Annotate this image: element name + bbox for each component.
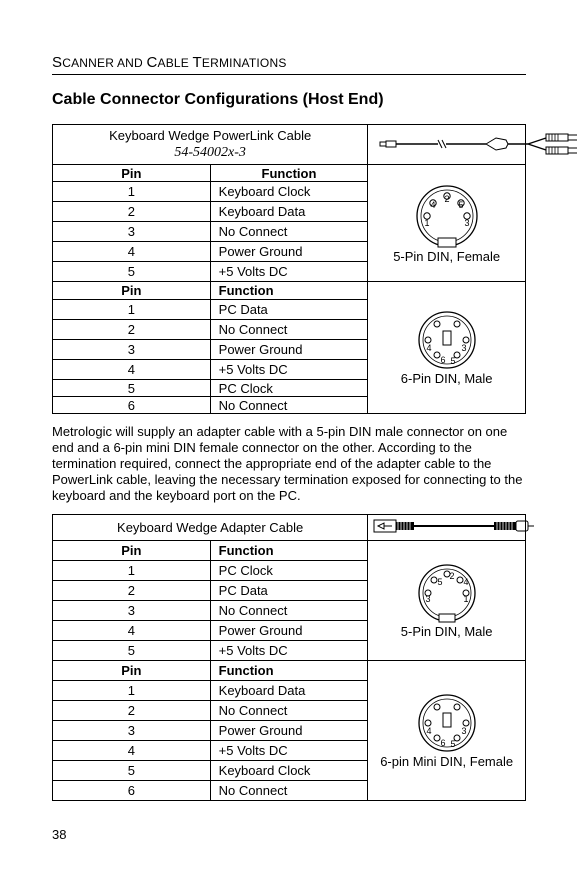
pin-label: 4 <box>426 343 432 353</box>
col-pin-header: Pin <box>53 165 211 182</box>
connector-cell <box>368 165 526 282</box>
pin-number: 4 <box>53 621 211 641</box>
pin-label: 3 <box>464 217 470 228</box>
connector-label: 6-pin Mini DIN, Female <box>380 754 514 769</box>
pin-number: 2 <box>53 701 211 721</box>
col-pin-header: Pin <box>53 661 211 681</box>
connector-cell <box>368 282 526 414</box>
pin-label: 5 <box>458 199 464 210</box>
pin-label: 6 <box>440 355 446 365</box>
pin-number: 5 <box>53 641 211 661</box>
col-pin-header: Pin <box>53 282 211 300</box>
cable-caption <box>53 125 368 165</box>
col-function-header: Function <box>210 661 368 681</box>
col-function-header: Function <box>210 282 368 300</box>
pin-function: PC Data <box>210 581 368 601</box>
pin-label: 4 <box>426 726 432 736</box>
pin-number: 6 <box>53 397 211 414</box>
pin-label: 3 <box>425 594 431 604</box>
connector-label: 5-Pin DIN, Female <box>393 248 501 264</box>
pin-number: 1 <box>53 182 211 202</box>
pin-number: 1 <box>53 300 211 320</box>
pin-number: 3 <box>53 721 211 741</box>
pin-function: Keyboard Data <box>210 202 368 222</box>
pin-number: 2 <box>53 202 211 222</box>
running-header <box>52 54 526 75</box>
pin-label: 6 <box>440 738 446 748</box>
pin-label: 2 <box>449 571 455 581</box>
pin-label: 1 <box>424 217 430 228</box>
cable-caption <box>53 515 368 541</box>
pin-number: 4 <box>53 741 211 761</box>
pin-number: 3 <box>53 340 211 360</box>
pin-number: 1 <box>53 561 211 581</box>
5-pin-din-male-icon <box>414 562 480 624</box>
pin-label: 4 <box>463 577 469 587</box>
pin-number: 4 <box>53 360 211 380</box>
powerlink-cable-table <box>52 124 526 414</box>
adapter-cable-icon <box>368 517 548 535</box>
pin-function: PC Clock <box>210 380 368 397</box>
col-pin-header: Pin <box>53 541 211 561</box>
pin-label: 4 <box>430 199 436 210</box>
pin-function: Keyboard Data <box>210 681 368 701</box>
pin-label: 3 <box>461 726 467 736</box>
pin-function: Keyboard Clock <box>210 182 368 202</box>
5-pin-din-female-icon <box>412 183 482 249</box>
pin-function: +5 Volts DC <box>210 641 368 661</box>
pin-number: 3 <box>53 601 211 621</box>
pin-function: Power Ground <box>210 721 368 741</box>
connector-label: 5-Pin DIN, Male <box>400 624 493 639</box>
header-text-1: CANNER AND <box>62 56 147 70</box>
pin-function: No Connect <box>210 222 368 242</box>
powerlink-cable-icon <box>368 128 577 158</box>
pin-number: 5 <box>53 262 211 282</box>
pin-function: PC Clock <box>210 561 368 581</box>
6-pin-din-male-icon <box>416 309 478 371</box>
header-text-2: ABLE <box>157 56 193 70</box>
header-initial-3: T <box>192 54 202 71</box>
cable-name: Keyboard Wedge Adapter Cable <box>117 519 304 535</box>
pin-number: 3 <box>53 222 211 242</box>
pin-function: Power Ground <box>210 621 368 641</box>
pin-number: 1 <box>53 681 211 701</box>
section-title: Cable Connector Configurations (Host End) <box>52 91 384 108</box>
pin-function: +5 Volts DC <box>210 360 368 380</box>
connector-label: 6-Pin DIN, Male <box>400 371 493 386</box>
pin-function: No Connect <box>210 320 368 340</box>
page-number: 38 <box>52 827 67 842</box>
pin-function: +5 Volts DC <box>210 741 368 761</box>
pin-function: No Connect <box>210 701 368 721</box>
pin-number: 5 <box>53 761 211 781</box>
pin-number: 6 <box>53 781 211 801</box>
adapter-paragraph: Metrologic will supply an adapter cable with a 5-pin DIN male connector on one end and a 6-pin mini DIN female connector on the other. According to the termination required, connect the appropriate end of the adapter cable to the PowerLink cable, leaving the necessary termination exposed for connecting to the keyboard and the keyboard port on the PC. <box>52 424 523 503</box>
powerlink-cable-image <box>368 125 526 165</box>
adapter-cable-image <box>368 515 526 541</box>
pin-number: 5 <box>53 380 211 397</box>
pin-label: 3 <box>461 343 467 353</box>
pin-label: 2 <box>444 193 450 204</box>
col-function-header: Function <box>210 165 368 182</box>
pin-function: Power Ground <box>210 242 368 262</box>
col-function-header: Function <box>210 541 368 561</box>
pin-label: 5 <box>450 356 456 366</box>
header-initial-1: S <box>52 54 63 71</box>
pin-number: 2 <box>53 581 211 601</box>
header-text-3: ERMINATIONS <box>201 56 287 70</box>
pin-function: PC Data <box>210 300 368 320</box>
6-pin-mini-din-female-icon <box>416 692 478 754</box>
header-initial-2: C <box>146 54 158 71</box>
pin-number: 4 <box>53 242 211 262</box>
pin-function: Power Ground <box>210 340 368 360</box>
adapter-cable-table <box>52 514 526 801</box>
pin-function: No Connect <box>210 397 368 414</box>
cable-part-number: 54-54002x-3 <box>174 145 246 160</box>
pin-function: No Connect <box>210 601 368 621</box>
pin-function: No Connect <box>210 781 368 801</box>
connector-cell <box>368 541 526 661</box>
pin-function: +5 Volts DC <box>210 262 368 282</box>
pin-label: 5 <box>450 739 456 749</box>
pin-label: 1 <box>463 594 469 604</box>
pin-function: Keyboard Clock <box>210 761 368 781</box>
cable-name: Keyboard Wedge PowerLink Cable <box>109 128 312 143</box>
pin-number: 2 <box>53 320 211 340</box>
pin-label: 5 <box>437 577 443 587</box>
connector-cell <box>368 661 526 801</box>
